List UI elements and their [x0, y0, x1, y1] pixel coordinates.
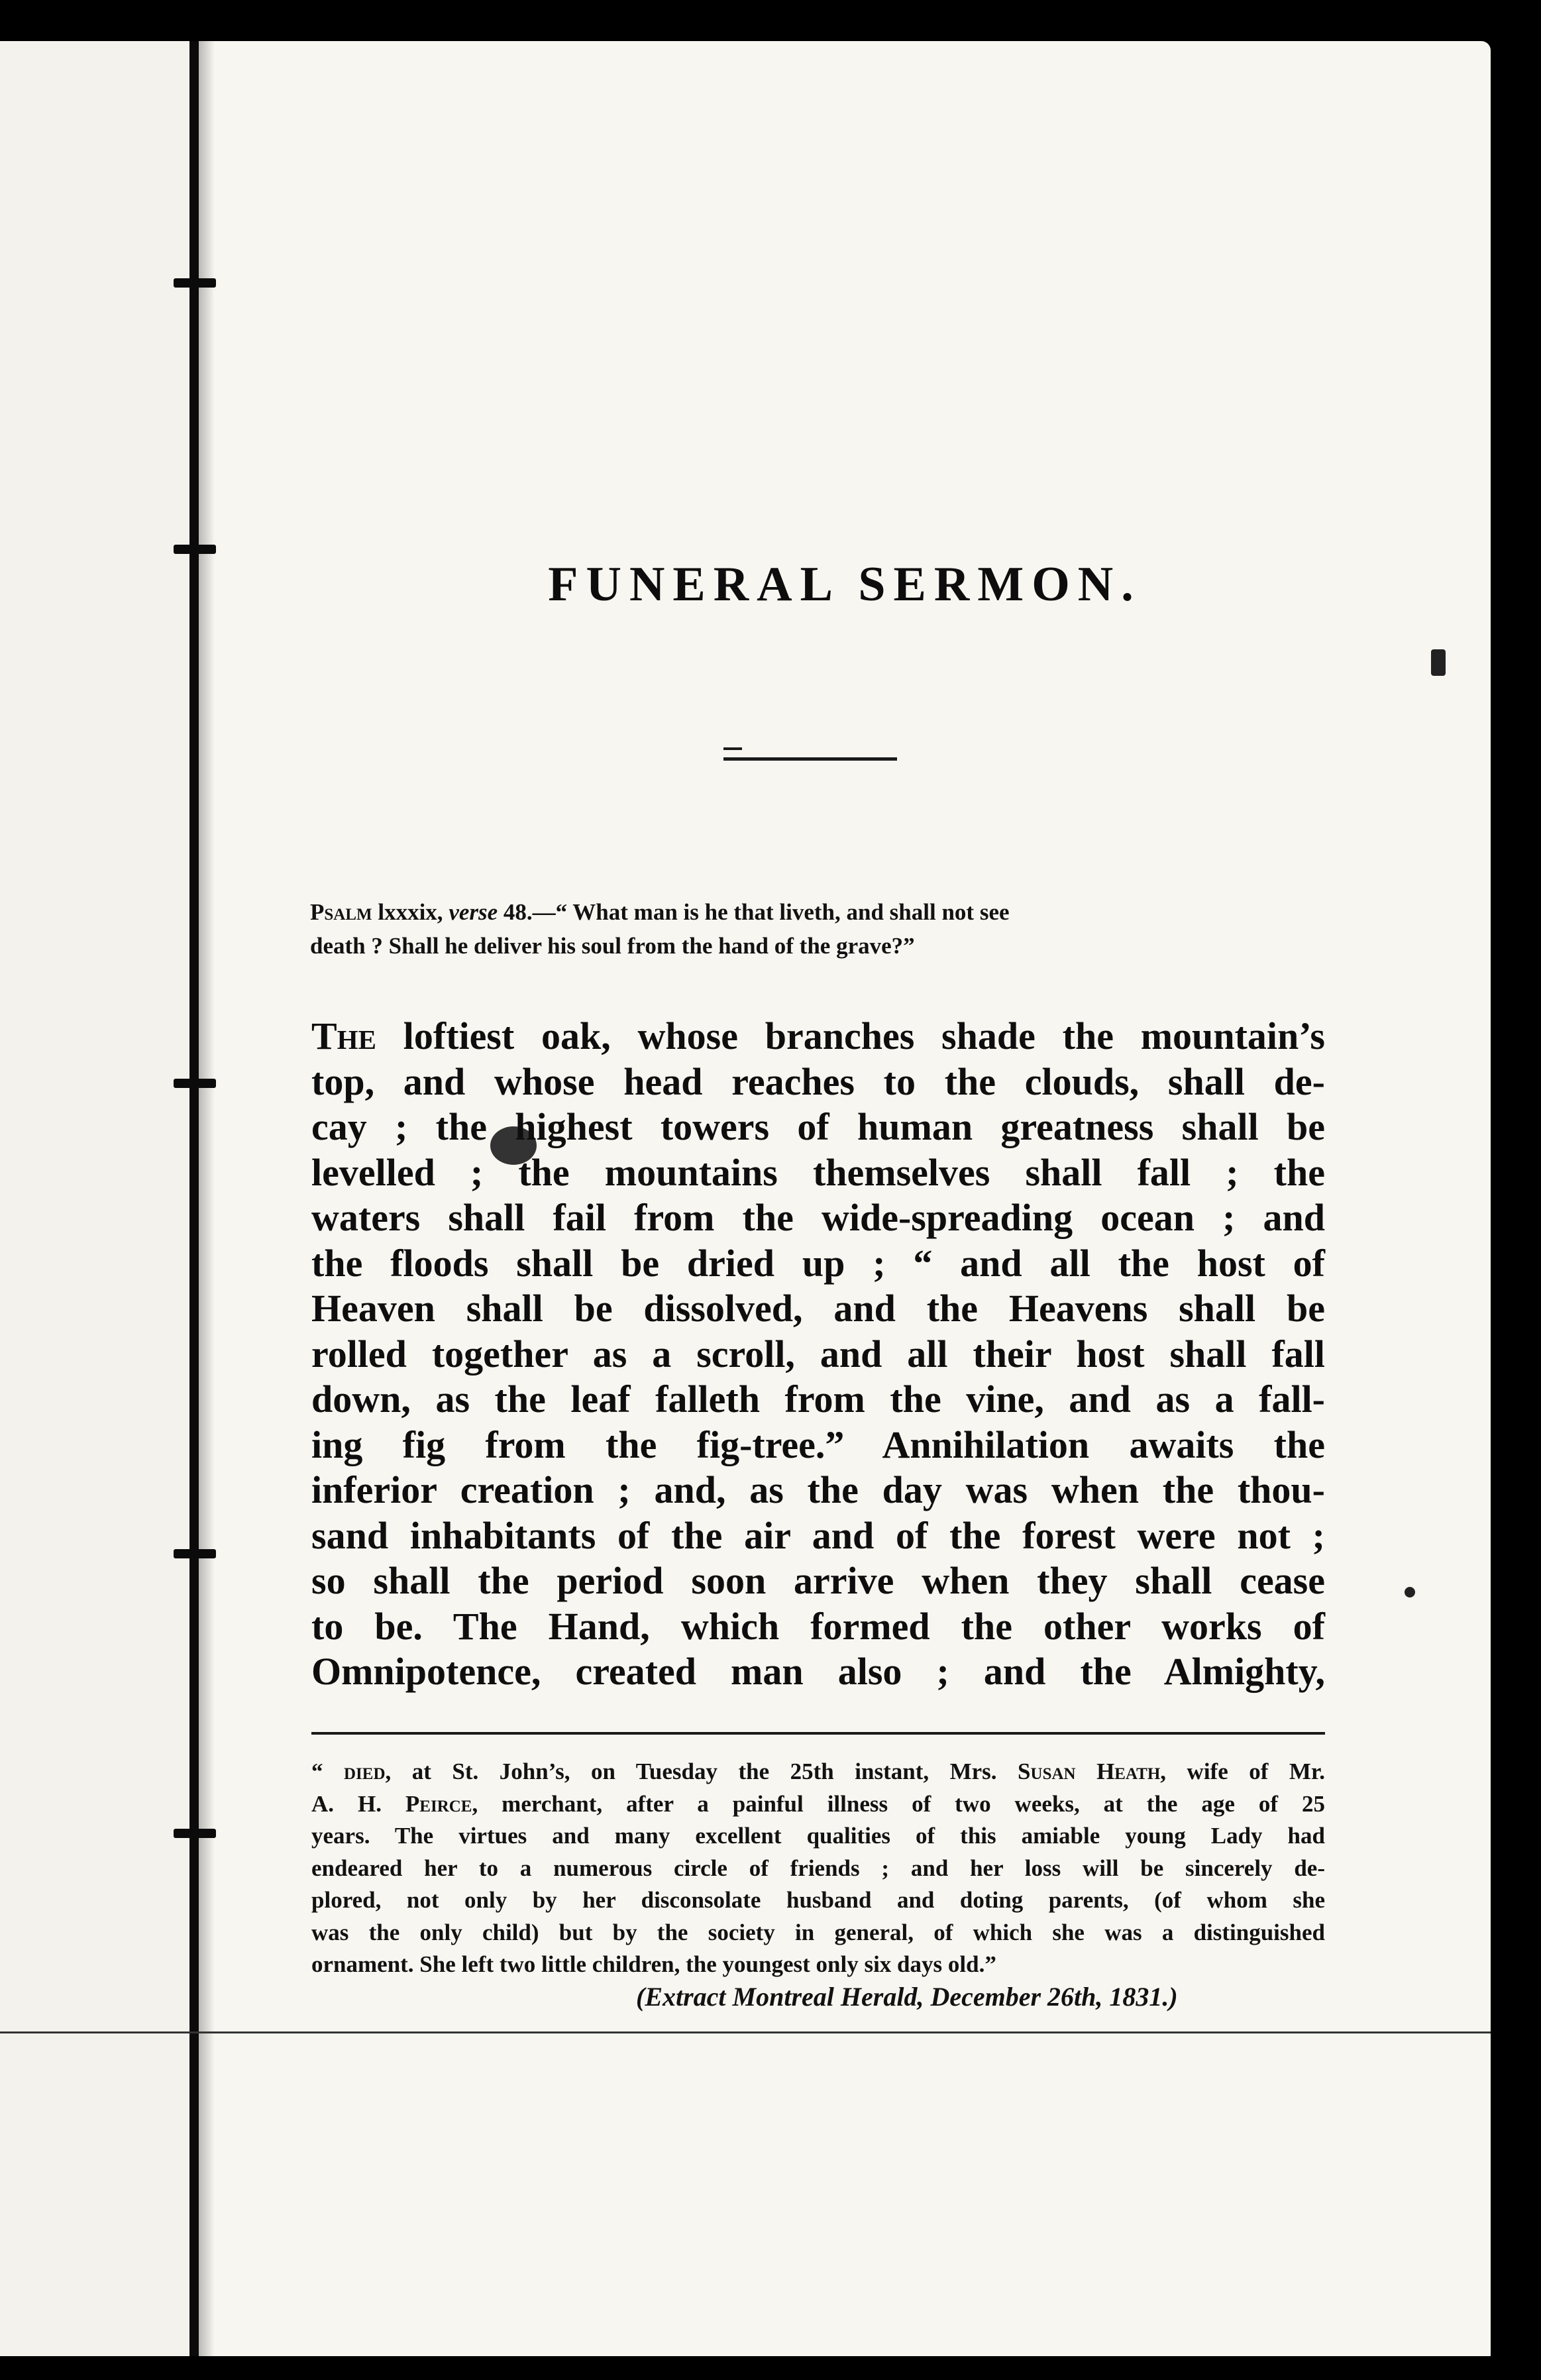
epigraph-verse-word: verse [449, 899, 498, 925]
body-line [311, 1014, 1325, 1059]
scan-border-bottom [0, 2356, 1541, 2380]
footnote-citation: (Extract Montreal Herald, December 26th, 1831.) [636, 1982, 1178, 2012]
gutter-shadow [199, 41, 215, 2356]
epigraph-verse-number: 48.— [498, 899, 556, 925]
footnote-line: ornament. She left two little children, the youngest only six days old.” [311, 1951, 996, 1977]
body-dropcap: The [311, 1014, 376, 1057]
epigraph-book: Psalm [310, 899, 372, 925]
scan-fold-line [0, 2031, 1491, 2033]
footnote-open-quote: “ [311, 1758, 344, 1784]
ink-speck [1405, 1587, 1415, 1597]
body-line-text: loftiest oak, whose branches shade the mountain’s [376, 1014, 1325, 1057]
title-rule-tick [723, 747, 742, 750]
facing-page-edge [0, 41, 192, 2356]
body-line: levelled ; the mountains themselves shall fall ; the [311, 1150, 1325, 1194]
footnote-line: plored, not only by her disconsolate husband and doting parents, (of whom she [311, 1887, 1325, 1913]
footnote-text: , at St. John’s, on Tuesday the 25th instant, Mrs. [385, 1758, 1018, 1784]
epigraph [310, 896, 1337, 963]
binding-spine [189, 41, 199, 2356]
page-title: FUNERAL SERMON. [548, 557, 1142, 612]
footnote-died: died [344, 1758, 386, 1784]
title-rule [723, 757, 897, 761]
body-line: the floods shall be dried up ; “ and all the host of [311, 1241, 1325, 1285]
footnote-line: was the only child) but by the society in general, of which she was a distinguished [311, 1919, 1325, 1945]
footnote-rule [311, 1732, 1325, 1735]
footnote [311, 1756, 1325, 1981]
epigraph-line-2: death ? Shall he deliver his soul from the hand of the grave?” [310, 932, 915, 959]
body-line: Omnipotence, created man also ; and the Almighty, [311, 1650, 1325, 1693]
binding-stitch [174, 1549, 216, 1558]
footnote-line: years. The virtues and many excellent qualities of this amiable young Lady had [311, 1823, 1325, 1849]
footnote-line: endeared her to a numerous circle of friends ; and her loss will be sincerely de- [311, 1855, 1325, 1881]
ink-speck [1431, 649, 1446, 676]
binding-stitch [174, 278, 216, 288]
body-line: cay ; the highest towers of human greatness shall be [311, 1105, 1325, 1148]
body-line: so shall the period soon arrive when they shall cease [311, 1559, 1325, 1602]
scan-border-top [0, 0, 1541, 41]
body-line: to be. The Hand, which formed the other works of [311, 1604, 1325, 1648]
scan-border-right [1491, 0, 1541, 2380]
binding-stitch [174, 1079, 216, 1088]
footnote-line [311, 1788, 1325, 1821]
body-line: top, and whose head reaches to the clouds, shall de- [311, 1059, 1325, 1103]
body-line: waters shall fail from the wide-spreading ocean ; and [311, 1196, 1325, 1239]
footnote-text: , merchant, after a painful illness of two weeks, at the age of 25 [472, 1790, 1325, 1817]
binding-stitch [174, 545, 216, 554]
footnote-text: A. H. [311, 1790, 405, 1817]
body-line: ing fig from the fig-tree.” Annihilation awaits the [311, 1423, 1325, 1466]
body-line: sand inhabitants of the air and of the forest were not ; [311, 1513, 1325, 1557]
epigraph-chapter: lxxxix, [372, 899, 449, 925]
body-line: rolled together as a scroll, and all their host shall fall [311, 1332, 1325, 1376]
body-line: down, as the leaf falleth from the vine, and as a fall- [311, 1378, 1325, 1421]
footnote-text: , wife of Mr. [1160, 1758, 1325, 1784]
binding-stitch [174, 1829, 216, 1838]
sermon-body [311, 1014, 1325, 1695]
footnote-name: Susan Heath [1018, 1758, 1161, 1784]
footnote-surname: Peirce [405, 1790, 472, 1817]
body-line: inferior creation ; and, as the day was when the thou- [311, 1468, 1325, 1511]
epigraph-line-1: “ What man is he that liveth, and shall not see [555, 899, 1010, 925]
body-line: Heaven shall be dissolved, and the Heavens shall be [311, 1287, 1325, 1330]
footnote-line [311, 1756, 1325, 1788]
